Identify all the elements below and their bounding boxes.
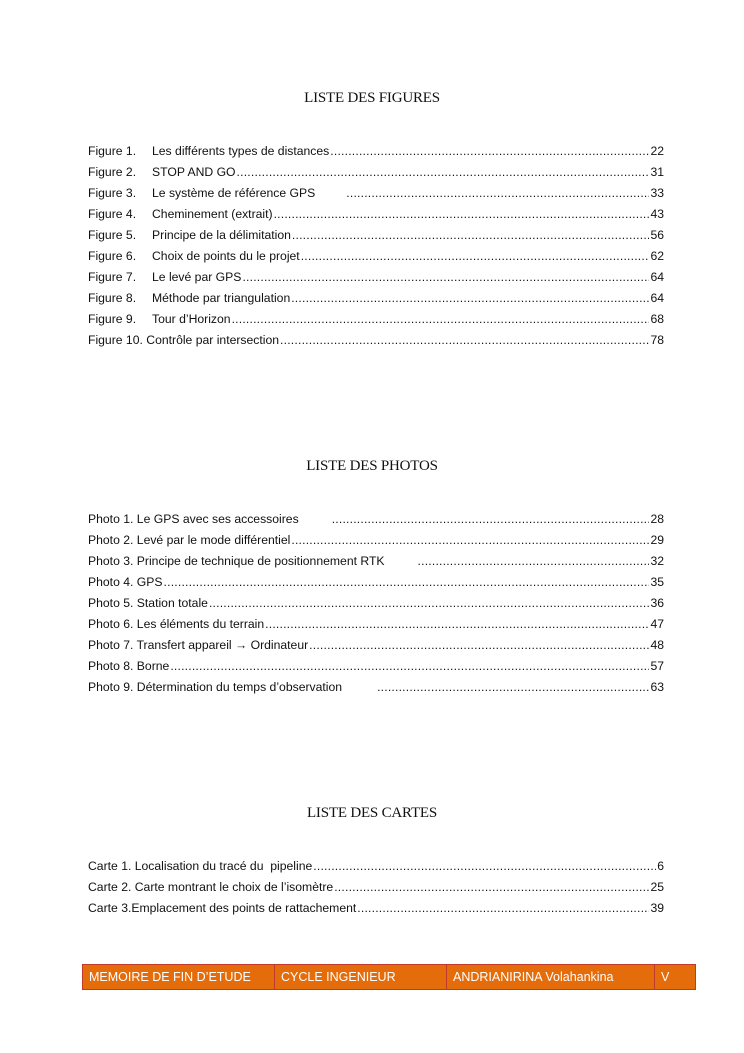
list-item[interactable]: Photo 6. Les éléments du terrain ..... 47	[88, 617, 664, 638]
list-item[interactable]: Figure 1. Les différents types de distances ..... 22	[88, 144, 664, 165]
list-item[interactable]: Photo 2. Levé par le mode différentiel ..... 29	[88, 533, 664, 554]
list-item[interactable]: Figure 10. Contrôle par intersection ..... 78	[88, 333, 664, 354]
list-item[interactable]: Photo 5. Station totale ..... 36	[88, 596, 664, 617]
cartes-title: LISTE DES CARTES	[306, 805, 438, 821]
list-item[interactable]: Photo 9. Détermination du temps d’observation ..... 63	[88, 680, 664, 701]
list-item[interactable]: Figure 5. Principe de la délimitation ..... 56	[88, 228, 664, 249]
footer-memoire: MEMOIRE DE FIN D’ETUDE	[83, 965, 275, 989]
list-item[interactable]: Figure 3. Le système de référence GPS ..... 33	[88, 186, 664, 207]
footer-cycle: CYCLE INGENIEUR	[275, 965, 447, 989]
figures-title: LISTE DES FIGURES	[304, 90, 440, 106]
list-item[interactable]: Photo 3. Principe de technique de positionnement RTK ..... 32	[88, 554, 664, 575]
footer-author: ANDRIANIRINA Volahankina	[447, 965, 655, 989]
list-item[interactable]: Figure 7. Le levé par GPS ..... 64	[88, 270, 664, 291]
list-item[interactable]: Photo 4. GPS ..... 35	[88, 575, 664, 596]
page-footer	[82, 964, 696, 990]
list-item[interactable]: Photo 1. Le GPS avec ses accessoires ..... 28	[88, 512, 664, 533]
list-item[interactable]: Photo 7. Transfert appareil → Ordinateur ..... 48	[88, 638, 664, 659]
footer-page-number: V	[661, 970, 670, 984]
photos-title: LISTE DES PHOTOS	[306, 458, 438, 474]
list-item[interactable]: Photo 8. Borne ..... 57	[88, 659, 664, 680]
list-item[interactable]: Figure 2. STOP AND GO ..... 31	[88, 165, 664, 186]
list-item[interactable]: Carte 3.Emplacement des points de rattachement ..... 39	[88, 901, 664, 922]
list-item[interactable]: Carte 1. Localisation du tracé du pipeline ..... 6	[88, 859, 664, 880]
list-item[interactable]: Figure 6. Choix de points du le projet ..... 62	[88, 249, 664, 270]
photos-list	[88, 512, 664, 701]
figures-list	[88, 144, 664, 354]
list-item[interactable]: Figure 4. Cheminement (extrait) ..... 43	[88, 207, 664, 228]
cartes-list	[88, 859, 664, 922]
list-item[interactable]: Carte 2. Carte montrant le choix de l’isomètre ..... 25	[88, 880, 664, 901]
list-item[interactable]: Figure 8. Méthode par triangulation ..... 64	[88, 291, 664, 312]
list-item[interactable]: Figure 9. Tour d’Horizon ..... 68	[88, 312, 664, 333]
